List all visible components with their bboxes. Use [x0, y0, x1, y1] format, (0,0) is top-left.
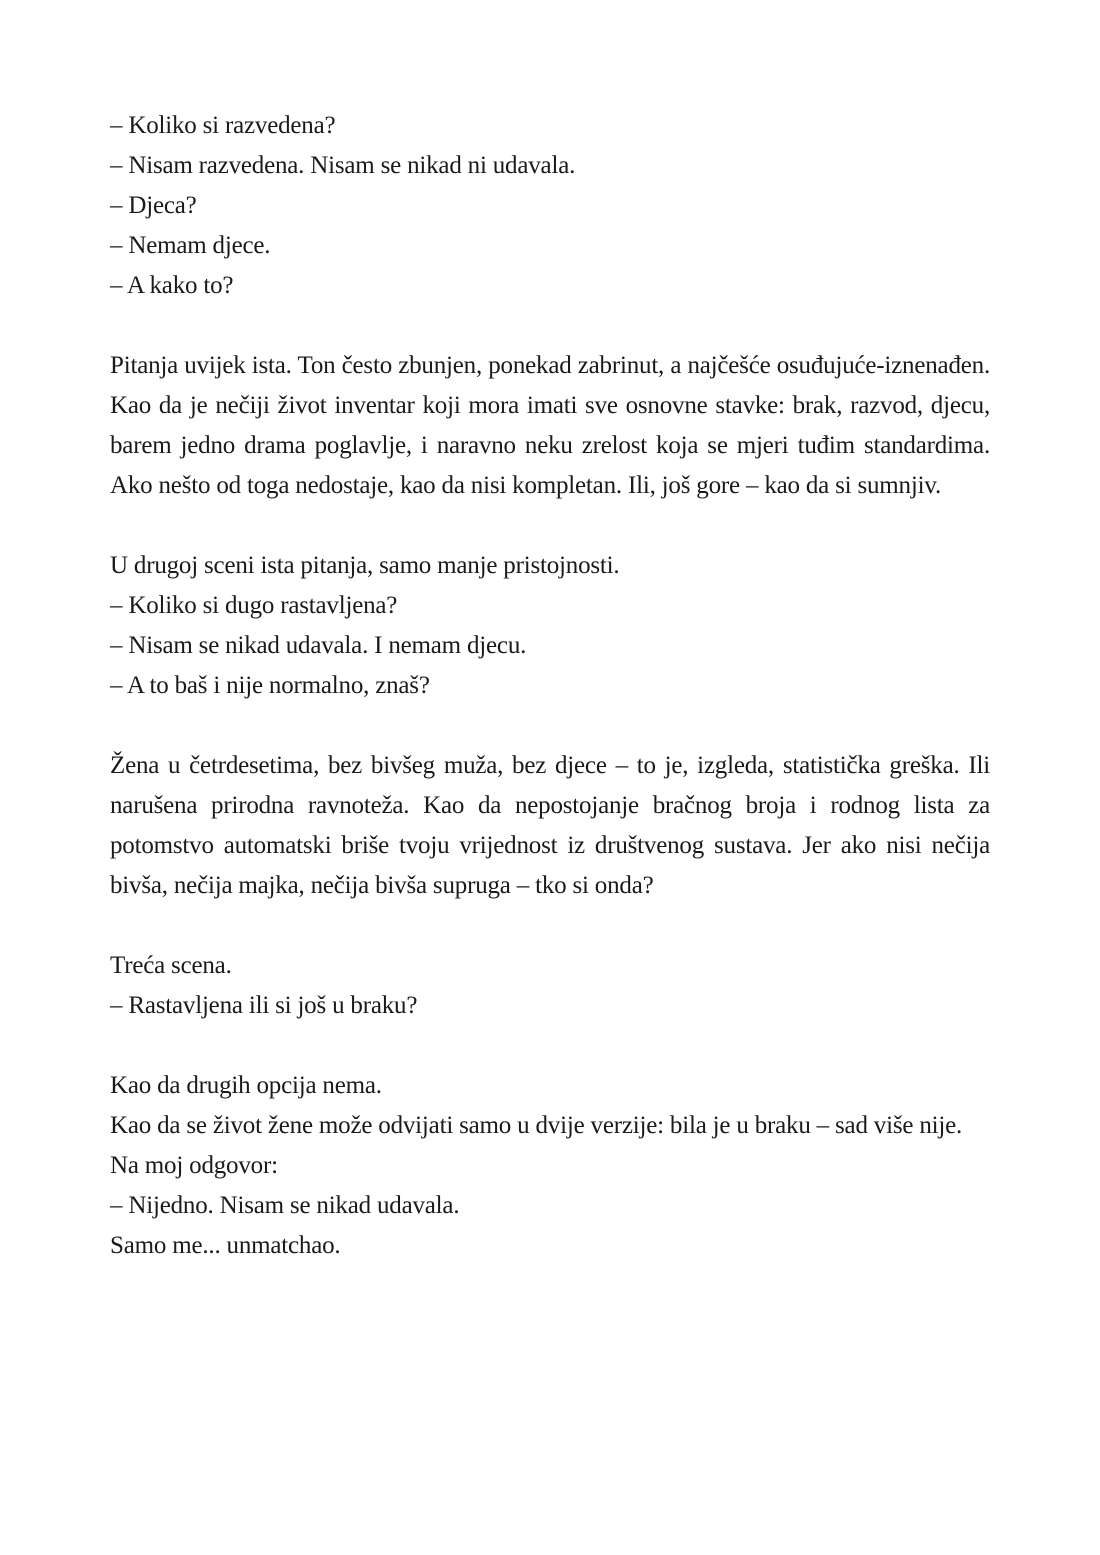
scene-intro: U drugoj sceni ista pitanja, samo manje pristojnosti.	[110, 552, 620, 579]
scene-intro: Treća scena.	[110, 952, 232, 979]
dialogue-line: – Nisam se nikad udavala. I nemam djecu.	[110, 632, 527, 659]
dialogue-line: – Nisam razvedena. Nisam se nikad ni udavala.	[110, 152, 576, 179]
closing-line: Na moj odgovor:	[110, 1152, 278, 1179]
dialogue-line: – Djeca?	[110, 192, 197, 219]
closing-line: Samo me... unmatchao.	[110, 1232, 341, 1259]
document-page	[110, 106, 990, 1306]
paragraph-questions: Pitanja uvijek ista. Ton često zbunjen, ponekad zabrinut, a najčešće osuđujuće-iznenađen. Kao da je nečiji život inventar koji mora imati sve osnovne stavke: brak, razvod, djecu, barem jedno drama poglavlje, i naravno neku zrelost koja se mjeri tuđim standardima. Ako nešto od toga nedostaje, kao da nisi kompletan. Ili, još gore – kao da si sumnjiv.	[110, 352, 990, 499]
dialogue-line: – Koliko si dugo rastavljena?	[110, 592, 398, 619]
scene-2	[110, 546, 990, 706]
dialogue-line: – A kako to?	[110, 272, 234, 299]
scene-3	[110, 946, 990, 1026]
closing-section	[110, 1066, 990, 1266]
dialogue-line: – Nemam djece.	[110, 232, 271, 259]
dialogue-line: – Koliko si razvedena?	[110, 112, 336, 139]
dialogue-line: – Rastavljena ili si još u braku?	[110, 992, 418, 1019]
paragraph-statistical-error: Žena u četrdesetima, bez bivšeg muža, bez djece – to je, izgleda, statistička greška. Ili narušena prirodna ravnoteža. Kao da nepostojanje bračnog broja i rodnog lista za potomstvo automatski briše tvoju vrijednost iz društvenog sustava. Jer ako nisi nečija bivša, nečija majka, nečija bivša supruga – tko si onda?	[110, 752, 990, 899]
closing-line: Kao da drugih opcija nema.	[110, 1072, 382, 1099]
closing-line: Kao da se život žene može odvijati samo u dvije verzije: bila je u braku – sad više nije.	[110, 1112, 963, 1139]
dialogue-line: – A to baš i nije normalno, znaš?	[110, 672, 430, 699]
dialogue-line: – Nijedno. Nisam se nikad udavala.	[110, 1192, 460, 1219]
scene-1-dialogue	[110, 106, 990, 306]
